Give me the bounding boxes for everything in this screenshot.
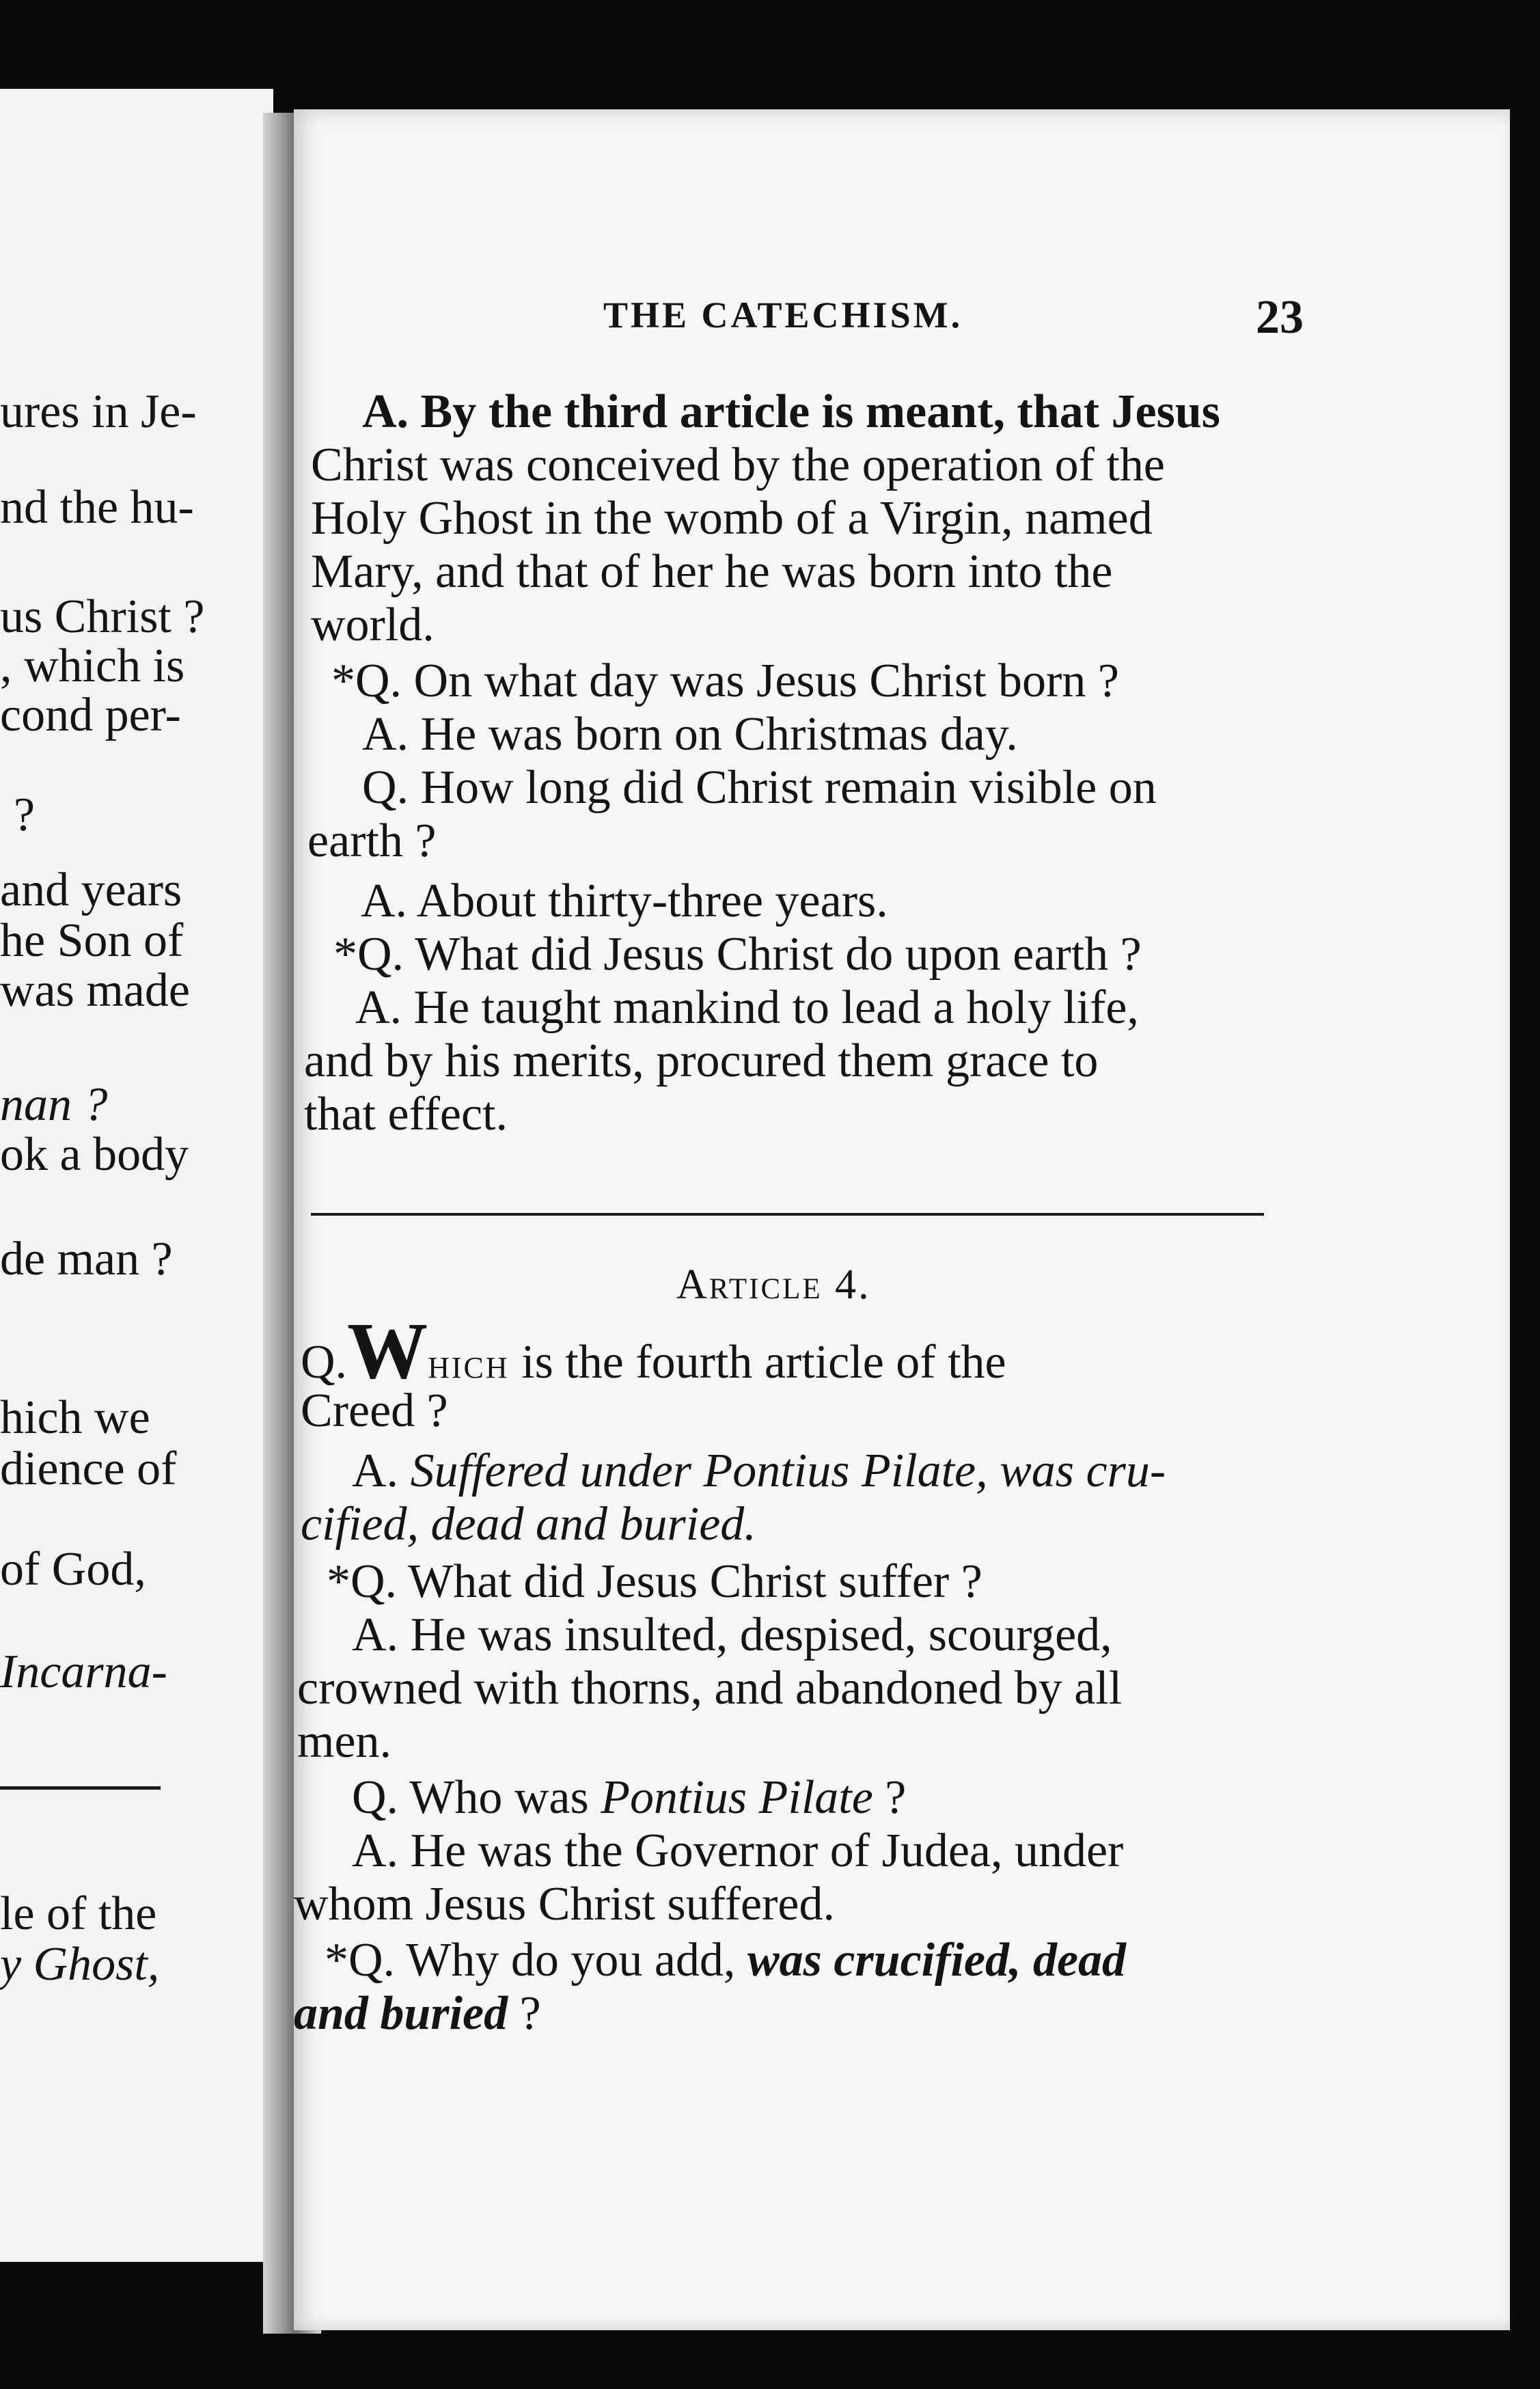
left-fragment: , which is <box>0 640 185 692</box>
text-line: A. He was insulted, despised, scourged, <box>352 1609 1112 1661</box>
left-fragment: nd the hu- <box>0 481 194 534</box>
left-fragment: was made <box>0 964 190 1017</box>
text-segment-italic: Pontius Pilate <box>601 1771 873 1824</box>
text-line-content: A. By the third article is meant, that Jesus <box>362 385 1221 438</box>
text-line: crowned with thorns, and abandoned by all <box>297 1662 1123 1715</box>
article-answer <box>352 1447 1166 1495</box>
text-line: A. He was born on Christmas day. <box>362 708 1018 761</box>
text-line: world. <box>311 599 435 651</box>
answer-italic: Suffered under Pontius Pilate, was cru- <box>410 1445 1166 1497</box>
left-fragment: of God, <box>0 1543 146 1596</box>
left-page-rule <box>0 1786 161 1790</box>
left-fragment: Incarna- <box>0 1646 167 1698</box>
text-line <box>362 385 1221 438</box>
left-fragment: ok a body <box>0 1128 189 1181</box>
left-fragment: us Christ ? <box>0 590 205 643</box>
text-segment-italic: was crucified, dead <box>747 1934 1127 1987</box>
answer-prefix: A. <box>352 1445 399 1497</box>
article-heading: Article 4. <box>676 1261 871 1308</box>
text-line: *Q. What did Jesus Christ do upon earth ? <box>333 928 1142 981</box>
left-fragment: y Ghost, <box>0 1938 160 1991</box>
text-line: whom Jesus Christ suffered. <box>294 1878 835 1930</box>
text-segment: ? <box>872 1771 907 1824</box>
text-line: cified, dead and buried. <box>301 1498 756 1551</box>
left-fragment: nan ? <box>0 1078 108 1131</box>
text-line: A. He taught mankind to lead a holy life, <box>355 981 1139 1034</box>
text-line: Mary, and that of her he was born into the <box>311 545 1113 598</box>
left-page <box>0 89 273 2262</box>
text-line: A. About thirty-three years. <box>361 875 888 927</box>
text-line: earth ? <box>307 815 437 867</box>
text-line: A. He was the Governor of Judea, under <box>352 1825 1124 1877</box>
left-fragment: le of the <box>0 1887 157 1940</box>
text-line <box>352 1771 907 1824</box>
section-rule <box>311 1213 1264 1216</box>
drop-cap: W <box>347 1306 428 1395</box>
left-fragment: dience of <box>0 1443 177 1495</box>
left-fragment: and years <box>0 864 182 916</box>
left-fragment: he Son of <box>0 914 184 967</box>
text-line: Creed ? <box>301 1384 448 1437</box>
text-line <box>294 1987 541 2040</box>
left-fragment: ? <box>14 789 36 841</box>
text-line: and by his merits, procured them grace to <box>304 1035 1099 1087</box>
question-smallcaps: HICH <box>428 1351 510 1384</box>
page-number: 23 <box>1256 291 1304 344</box>
text-line: that effect. <box>304 1088 508 1141</box>
text-segment: ? <box>508 1987 541 2040</box>
left-fragment: de man ? <box>0 1233 173 1285</box>
text-line: Christ was conceived by the operation of the <box>311 439 1165 491</box>
left-fragment: ures in Je- <box>0 385 197 438</box>
text-line: Holy Ghost in the womb of a Virgin, named <box>311 492 1153 545</box>
text-line: men. <box>297 1715 392 1768</box>
question-rest: is the fourth article of the <box>509 1336 1006 1389</box>
text-line: Q. How long did Christ remain visible on <box>362 761 1157 814</box>
left-fragment: cond per- <box>0 689 181 741</box>
text-segment: *Q. Why do you add, <box>325 1934 747 1987</box>
text-line: *Q. What did Jesus Christ suffer ? <box>327 1555 982 1608</box>
text-line <box>325 1934 1127 1987</box>
article-question <box>301 1306 1006 1395</box>
left-fragment: hich we <box>0 1391 150 1444</box>
text-segment-italic: and buried <box>294 1987 508 2040</box>
running-head: THE CATECHISM. <box>603 295 963 336</box>
text-line: *Q. On what day was Jesus Christ born ? <box>331 655 1119 707</box>
text-segment: Q. Who was <box>352 1771 601 1824</box>
question-prefix: Q. <box>301 1336 348 1389</box>
